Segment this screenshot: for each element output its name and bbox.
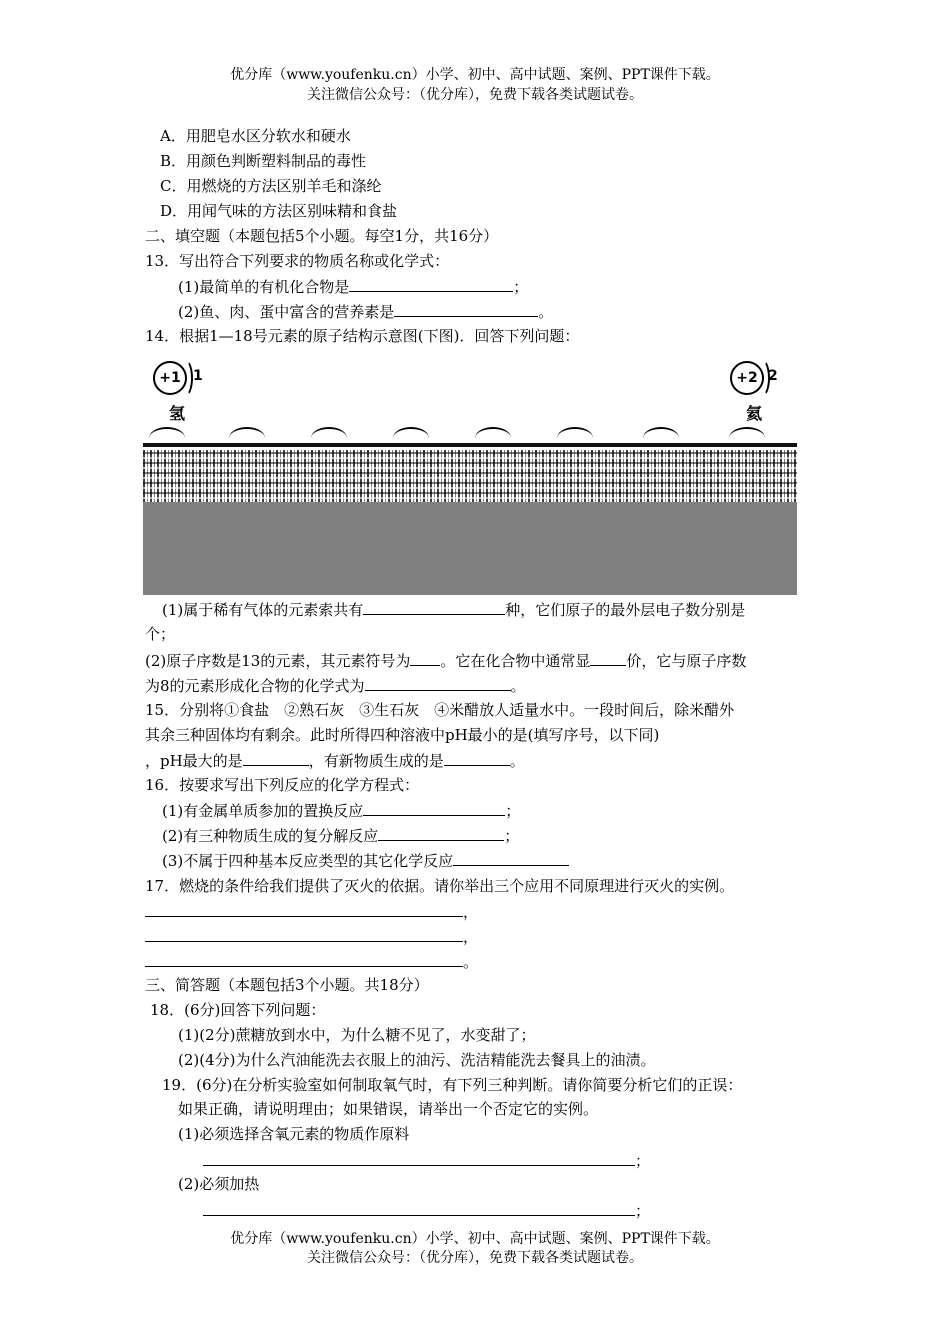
q19-part-1: (1)必须选择含氧元素的物质作原料 [178, 1125, 410, 1143]
q16-part-2-text: (2)有三种物质生成的复分解反应 [162, 827, 379, 845]
q14-part-2 [145, 650, 746, 671]
answer-blank[interactable] [363, 800, 505, 816]
q14-stem: 14．根据1—18号元素的原子结构示意图(下图)．回答下列问题： [145, 327, 580, 345]
answer-blank[interactable] [203, 1200, 635, 1216]
answer-blank[interactable] [145, 951, 463, 967]
q14-part-2-text-c: 价，它与原子序数 [626, 652, 747, 670]
answer-blank[interactable] [349, 276, 513, 292]
q18-part-2: (2)(4分)为什么汽油能洗去衣服上的油污、洗洁精能洗去餐具上的油渍。 [178, 1051, 656, 1069]
q13-part-2 [178, 301, 553, 322]
q16-part-1 [162, 800, 520, 821]
q17-answer-line-1 [145, 901, 478, 922]
option-a: A．用肥皂水区分软水和硬水 [160, 127, 351, 145]
helium-name: 氦 [746, 404, 763, 423]
q14-part-1-text-b: 种，它们原子的最外层电子数分别是 [505, 601, 746, 619]
q13-part-2-text: (2)鱼、肉、蛋中富含的营养素是 [178, 303, 395, 321]
option-c: C．用燃烧的方法区别羊毛和涤纶 [160, 177, 382, 195]
answer-blank[interactable] [444, 750, 510, 766]
q19-stem: 19．(6分)在分析实验室如何制取氧气时，有下列三种判断。请你简要分析它们的正误： [162, 1076, 743, 1094]
hydrogen-name: 氢 [169, 404, 186, 423]
answer-blank[interactable] [243, 750, 309, 766]
q13-part-2-end: 。 [538, 303, 554, 321]
electron-shell-arc [177, 359, 193, 397]
q14-part-1-end: 个； [145, 625, 176, 643]
figure-divider [143, 443, 797, 447]
q15-line-3-b: ，有新物质生成的是 [308, 752, 444, 770]
q16-part-2 [162, 825, 519, 846]
q13-part-1-text: (1)最简单的有机化合物是 [178, 278, 350, 296]
q14-part-2-text-b: 。它在化合物中通常显 [440, 652, 591, 670]
hydrogen-nucleus: +1 [153, 361, 187, 395]
q17-stem: 17．燃烧的条件给我们提供了灭火的依据。请你举出三个应用不同原理进行灭火的实例。 [145, 877, 735, 895]
q19-part-1-answer [203, 1150, 650, 1171]
q13-part-1-end: ； [513, 278, 529, 296]
q15-line-3-a: ，pH最大的是 [145, 752, 243, 770]
q17-answer-line-2 [145, 926, 478, 947]
figure-corrupted-overlay [143, 450, 797, 502]
hydrogen-shell-count: 1 [193, 368, 203, 384]
helium-shell-count: 2 [768, 368, 778, 384]
q19-stem-2: 如果正确，请说明理由；如果错误，请举出一个否定它的实例。 [178, 1100, 599, 1118]
q18-part-1: (1)(2分)蔗糖放到水中，为什么糖不见了，水变甜了； [178, 1026, 536, 1044]
answer-blank[interactable] [145, 901, 463, 917]
section-3-title: 三、简答题（本题包括3个小题。共18分） [145, 976, 429, 994]
answer-blank[interactable] [378, 825, 504, 841]
q14-part-2-text-e: 。 [510, 677, 526, 695]
q15-line-3 [145, 750, 525, 771]
answer-blank[interactable] [590, 650, 626, 666]
answer-blank[interactable] [203, 1150, 635, 1166]
q18-stem: 18．(6分)回答下列问题： [150, 1001, 326, 1019]
helium-nucleus: +2 [730, 361, 764, 395]
figure-grey-region [143, 502, 797, 595]
q16-part-1-end: ； [505, 802, 521, 820]
answer-blank[interactable] [410, 650, 440, 666]
footer-line-2: 关注微信公众号：（优分库），免费下载各类试题试卷。 [307, 1250, 643, 1266]
header-line-2: 关注微信公众号：（优分库），免费下载各类试题试卷。 [307, 87, 643, 103]
option-d: D．用闻气味的方法区别味精和食盐 [160, 202, 398, 220]
q15-line-3-c: 。 [509, 752, 525, 770]
q19-part-1-end: ； [635, 1152, 651, 1170]
q14-part-2-cont [145, 675, 526, 696]
q15-line-1: 15．分别将①食盐 ②熟石灰 ③生石灰 ④米醋放人适量水中。一段时间后，除米醋外 [145, 701, 735, 719]
answer-blank[interactable] [145, 926, 463, 942]
atomic-structure-figure [143, 353, 797, 595]
q15-line-2: 其余三种固体均有剩余。此时所得四种溶液中pH最小的是(填写序号，以下同) [145, 726, 660, 744]
answer-blank[interactable] [363, 599, 505, 615]
option-b: B．用颜色判断塑料制品的毒性 [160, 152, 367, 170]
q14-part-1 [162, 599, 745, 620]
q17-answer-line-3 [145, 951, 478, 972]
q19-part-2-end: ； [635, 1202, 651, 1220]
q13-part-1 [178, 276, 528, 297]
section-2-title: 二、填空题（本题包括5个小题。每空1分，共16分） [145, 227, 499, 245]
footer-line-1: 优分库（www.youfenku.cn）小学、初中、高中试题、案例、PPT课件下载。 [230, 1231, 720, 1247]
q17-line-2-end: ， [463, 928, 479, 946]
q16-part-2-end: ； [504, 827, 520, 845]
header-line-1: 优分库（www.youfenku.cn）小学、初中、高中试题、案例、PPT课件下载。 [230, 67, 720, 83]
q16-part-3 [162, 850, 569, 871]
q16-part-1-text: (1)有金属单质参加的置换反应 [162, 802, 364, 820]
answer-blank[interactable] [365, 675, 511, 691]
answer-blank[interactable] [394, 301, 538, 317]
q19-part-2: (2)必须加热 [178, 1175, 260, 1193]
q17-line-3-end: 。 [463, 953, 479, 971]
q14-part-2-text-a: (2)原子序数是13的元素，其元素符号为 [145, 652, 411, 670]
q16-stem: 16．按要求写出下列反应的化学方程式： [145, 776, 420, 794]
q16-part-3-text: (3)不属于四种基本反应类型的其它化学反应 [162, 852, 454, 870]
q19-part-2-answer [203, 1200, 650, 1221]
q14-part-2-text-d: 为8的元素形成化合物的化学式为 [145, 677, 365, 695]
answer-blank[interactable] [453, 850, 569, 866]
q17-line-1-end: ， [463, 903, 479, 921]
q13-stem: 13．写出符合下列要求的物质名称或化学式： [145, 252, 450, 270]
q14-part-1-text-a: (1)属于稀有气体的元素索共有 [162, 601, 364, 619]
